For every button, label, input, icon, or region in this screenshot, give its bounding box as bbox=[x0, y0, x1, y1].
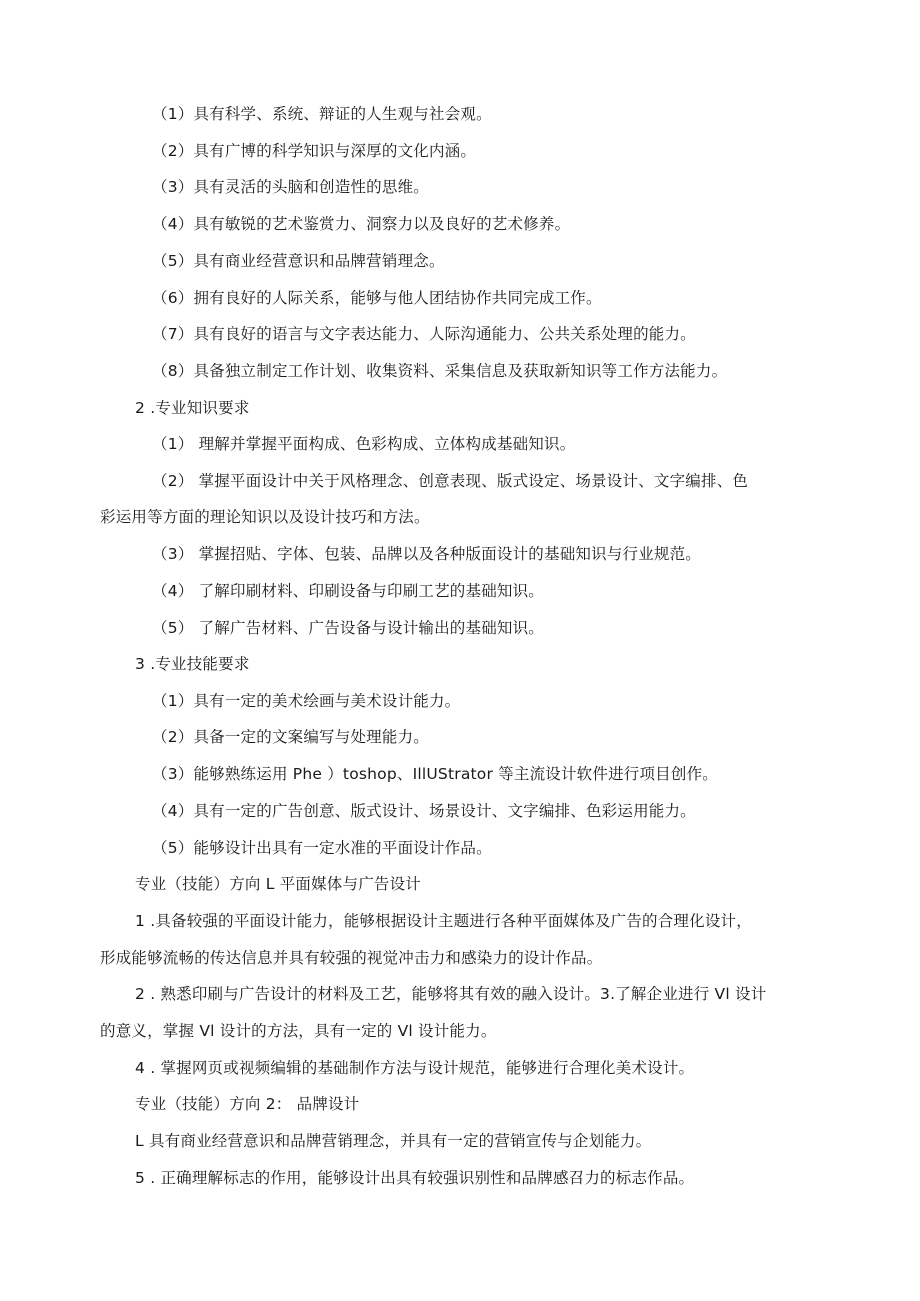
direction-2-item-1: L 具有商业经营意识和品牌营销理念，并具有一定的营销宣传与企划能力。 bbox=[135, 1132, 652, 1150]
knowledge-item-1: （1） 理解并掌握平面构成、色彩构成、立体构成基础知识。 bbox=[152, 435, 576, 453]
ability-item-2: （2）具有广博的科学知识与深厚的文化内涵。 bbox=[152, 142, 477, 160]
direction-1-item-1: 1 .具备较强的平面设计能力，能够根据设计主题进行各种平面媒体及广告的合理化设计， bbox=[135, 912, 752, 930]
ability-item-7: （7）具有良好的语言与文字表达能力、人际沟通能力、公共关系处理的能力。 bbox=[152, 325, 696, 343]
ability-item-6: （6）拥有良好的人际关系，能够与他人团结协作共同完成工作。 bbox=[152, 289, 602, 307]
direction-1-heading: 专业（技能）方向 L 平面媒体与广告设计 bbox=[135, 875, 421, 893]
section-heading-skills: 3 .专业技能要求 bbox=[135, 655, 250, 673]
skill-item-5: （5）能够设计出具有一定水准的平面设计作品。 bbox=[152, 839, 492, 857]
skill-item-3: （3）能够熟练运用 Phe ）toshop、IllUStrator 等主流设计软件进行项目创作。 bbox=[152, 765, 718, 783]
direction-2-heading: 专业（技能）方向 2： 品牌设计 bbox=[135, 1095, 360, 1113]
knowledge-item-4: （4） 了解印刷材料、印刷设备与印刷工艺的基础知识。 bbox=[152, 582, 544, 600]
ability-item-8: （8）具备独立制定工作计划、收集资料、采集信息及获取新知识等工作方法能力。 bbox=[152, 362, 728, 380]
section-heading-knowledge: 2 .专业知识要求 bbox=[135, 399, 250, 417]
ability-item-5: （5）具有商业经营意识和品牌营销理念。 bbox=[152, 252, 445, 270]
ability-item-4: （4）具有敏锐的艺术鉴赏力、洞察力以及良好的艺术修养。 bbox=[152, 215, 571, 233]
direction-1-item-2-cont: 的意义，掌握 Vl 设计的方法，具有一定的 Vl 设计能力。 bbox=[100, 1022, 497, 1040]
knowledge-item-2-cont: 彩运用等方面的理论知识以及设计技巧和方法。 bbox=[100, 508, 430, 526]
direction-1-item-4: 4 . 掌握网页或视频编辑的基础制作方法与设计规范，能够进行合理化美术设计。 bbox=[135, 1059, 695, 1077]
ability-item-3: （3）具有灵活的头脑和创造性的思维。 bbox=[152, 178, 429, 196]
direction-2-item-5: 5 . 正确理解标志的作用，能够设计出具有较强识别性和品牌感召力的标志作品。 bbox=[135, 1169, 695, 1187]
direction-1-item-2: 2 . 熟悉印刷与广告设计的材料及工艺，能够将其有效的融入设计。3.了解企业进行 Vl 设计 bbox=[135, 985, 767, 1003]
skill-item-4: （4）具有一定的广告创意、版式设计、场景设计、文字编排、色彩运用能力。 bbox=[152, 802, 696, 820]
knowledge-item-5: （5） 了解广告材料、广告设备与设计输出的基础知识。 bbox=[152, 619, 544, 637]
direction-1-item-1-cont: 形成能够流畅的传达信息并具有较强的视觉冲击力和感染力的设计作品。 bbox=[100, 949, 603, 967]
knowledge-item-2: （2） 掌握平面设计中关于风格理念、创意表现、版式设定、场景设计、文字编排、色 bbox=[152, 472, 749, 490]
skill-item-1: （1）具有一定的美术绘画与美术设计能力。 bbox=[152, 692, 461, 710]
skill-item-2: （2）具备一定的文案编写与处理能力。 bbox=[152, 728, 429, 746]
ability-item-1: （1）具有科学、系统、辩证的人生观与社会观。 bbox=[152, 105, 492, 123]
knowledge-item-3: （3） 掌握招贴、字体、包装、品牌以及各种版面设计的基础知识与行业规范。 bbox=[152, 545, 701, 563]
